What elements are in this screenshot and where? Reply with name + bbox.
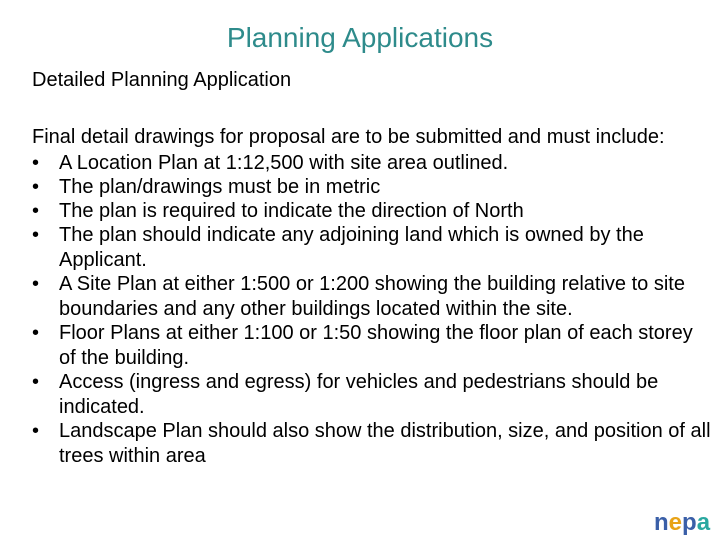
- slide-title: Planning Applications: [226, 22, 494, 53]
- bullet-text: The plan is required to indicate the direction of North: [59, 200, 524, 222]
- logo-letter: p: [682, 509, 697, 536]
- bullet-item: [32, 175, 712, 200]
- bullet-item: [32, 419, 712, 469]
- slide-subtitle: Detailed Planning Application: [32, 69, 292, 91]
- bullet-dot: •: [32, 224, 40, 246]
- intro-text: Final detail drawings for proposal are to be submitted and must include:: [32, 126, 665, 148]
- bullet-item: [32, 321, 712, 371]
- bullet-dot: •: [32, 322, 40, 344]
- bullet-text: The plan/drawings must be in metric: [59, 176, 381, 198]
- slide-body: [32, 124, 712, 468]
- logo-letter: e: [668, 509, 683, 536]
- logo-letter: a: [696, 509, 711, 536]
- nepa-logo: [648, 500, 720, 540]
- bullet-dot: •: [32, 420, 40, 442]
- bullet-text: The plan should indicate any adjoining land which is owned by the Applicant.: [59, 224, 644, 271]
- logo-letter: n: [654, 509, 669, 536]
- bullet-item: [32, 151, 712, 176]
- bullet-dot: •: [32, 176, 40, 198]
- bullet-text: A Location Plan at 1:12,500 with site area outlined.: [59, 152, 509, 174]
- bullet-dot: •: [32, 371, 40, 393]
- bullet-text: Floor Plans at either 1:100 or 1:50 showing the floor plan of each storey of the building.: [59, 322, 693, 369]
- bullet-item: [32, 199, 712, 224]
- bullet-text: A Site Plan at either 1:500 or 1:200 showing the building relative to site boundaries and any other buildings located within the site.: [59, 273, 685, 320]
- bullet-item: [32, 272, 712, 322]
- bullet-dot: •: [32, 200, 40, 222]
- bullet-item: [32, 223, 712, 273]
- bullet-item: [32, 370, 712, 420]
- bullet-dot: •: [32, 152, 40, 174]
- bullet-dot: •: [32, 273, 40, 295]
- bullet-list: [32, 151, 712, 469]
- bullet-text: Access (ingress and egress) for vehicles and pedestrians should be indicated.: [59, 371, 659, 418]
- svg-text:nepa: [654, 509, 711, 536]
- bullet-text: Landscape Plan should also show the distribution, size, and position of all trees within area: [59, 420, 711, 467]
